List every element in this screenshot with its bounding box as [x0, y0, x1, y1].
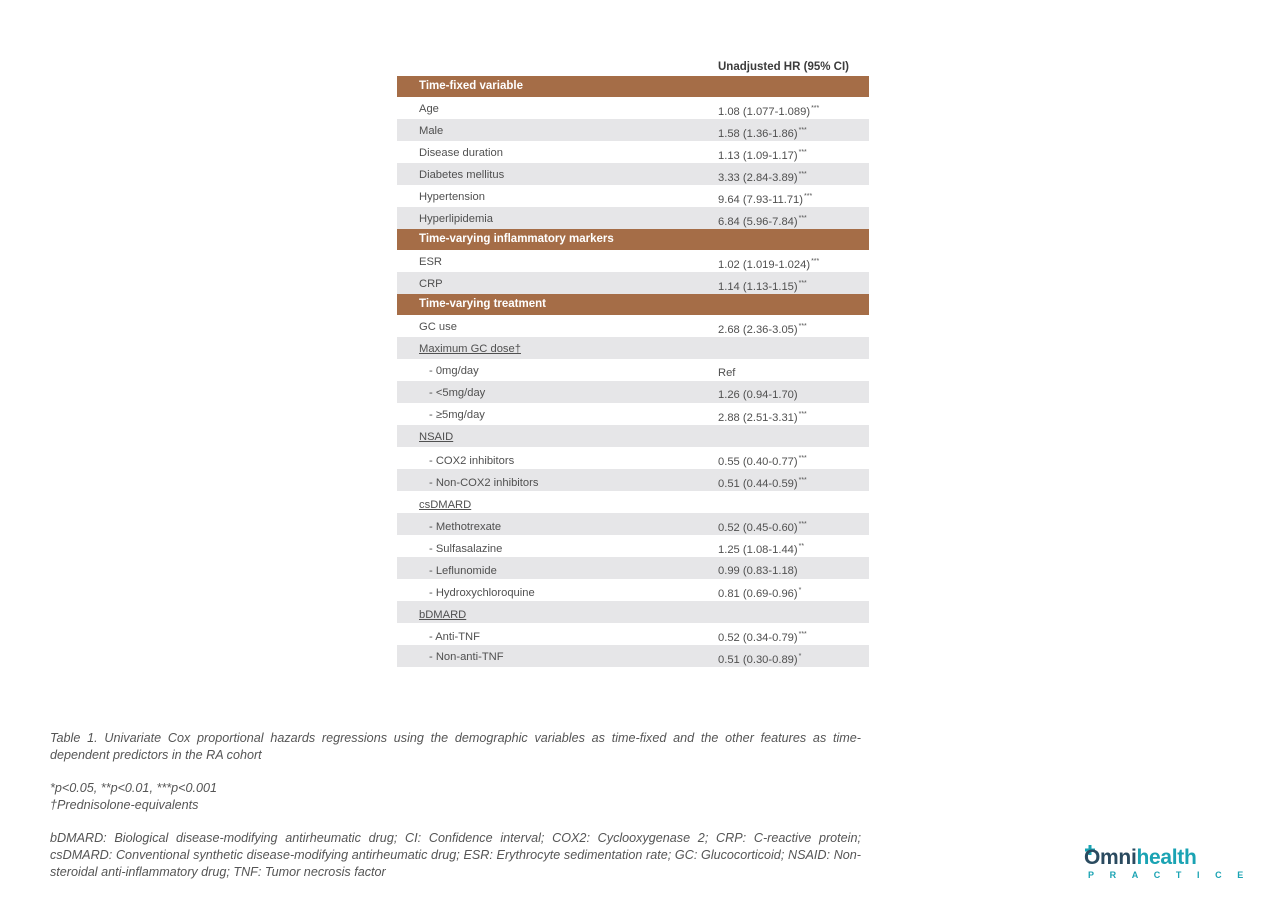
row-label: Male: [419, 125, 444, 137]
table-row: [397, 579, 869, 601]
table-row: [397, 315, 869, 337]
section-inflammatory-markers: [397, 229, 869, 250]
table-row: [397, 425, 869, 447]
row-value: 0.55 (0.40-0.77)***: [718, 455, 807, 468]
dagger-note: †Prednisolone-equivalents: [50, 798, 199, 812]
row-value: 3.33 (2.84-3.89)***: [718, 171, 807, 184]
table-row: [397, 272, 869, 294]
row-value: 2.88 (2.51-3.31)***: [718, 411, 807, 424]
row-value: 0.81 (0.69-0.96)*: [718, 587, 802, 600]
logo-wordmark: Omnihealth: [1084, 846, 1197, 869]
table-row: [397, 337, 869, 359]
row-value: 0.52 (0.34-0.79)***: [718, 631, 807, 644]
section-label: Time-fixed variable: [419, 80, 523, 92]
logo-tagline: PRACTICE: [1088, 870, 1259, 880]
row-label: - Leflunomide: [429, 565, 497, 577]
table-row: [397, 97, 869, 119]
row-value: 6.84 (5.96-7.84)***: [718, 215, 807, 228]
row-value: Ref: [718, 367, 736, 379]
abbreviations: [50, 830, 861, 881]
footnotes: [50, 780, 861, 814]
table-row: [397, 447, 869, 469]
row-value: 1.14 (1.13-1.15)***: [718, 280, 807, 293]
row-label: ESR: [419, 256, 443, 268]
row-label: - Anti-TNF: [429, 631, 480, 643]
table-row: [397, 491, 869, 513]
table-row: [397, 119, 869, 141]
table-caption: [50, 730, 861, 764]
section-label: Time-varying treatment: [419, 298, 546, 310]
row-value: 0.99 (0.83-1.18): [718, 565, 798, 577]
row-label: - <5mg/day: [429, 387, 486, 399]
table-row: [397, 207, 869, 229]
row-value: 1.08 (1.077-1.089)***: [718, 105, 820, 118]
row-label: CRP: [419, 278, 443, 290]
row-group-label: Maximum GC dose†: [419, 343, 521, 355]
hazard-ratio-table: [397, 56, 869, 667]
section-label: Time-varying inflammatory markers: [419, 233, 614, 245]
column-header: [397, 56, 869, 76]
table-row: [397, 250, 869, 272]
row-group-label: NSAID: [419, 431, 454, 443]
row-value: 0.52 (0.45-0.60)***: [718, 521, 807, 534]
table-row: [397, 359, 869, 381]
row-value: 1.26 (0.94-1.70): [718, 389, 798, 401]
table-row: [397, 141, 869, 163]
section-treatment: [397, 294, 869, 315]
row-value: 9.64 (7.93-11.71)***: [718, 193, 813, 206]
row-label: Age: [419, 103, 439, 115]
section-time-fixed: [397, 76, 869, 97]
row-label: - Methotrexate: [429, 521, 502, 533]
significance-note: *p<0.05, **p<0.01, ***p<0.001: [50, 781, 218, 795]
row-group-label: bDMARD: [419, 609, 467, 621]
table-row: [397, 185, 869, 207]
row-label: - 0mg/day: [429, 365, 479, 377]
table-row: [397, 601, 869, 623]
omnihealth-logo: [1084, 846, 1259, 882]
row-label: - Non-anti-TNF: [429, 651, 504, 663]
row-label: GC use: [419, 321, 457, 333]
column-header-label: Unadjusted HR (95% CI): [718, 61, 849, 73]
row-label: - COX2 inhibitors: [429, 455, 515, 467]
row-label: - ≥5mg/day: [429, 409, 485, 421]
row-label: Diabetes mellitus: [419, 169, 505, 181]
caption-title: Table 1. Univariate Cox proportional hazards regressions using the demographic variables as time-fixed and the other features as time-dependent predictors in the RA cohort: [50, 731, 861, 762]
row-value: 2.68 (2.36-3.05)***: [718, 323, 807, 336]
row-label: Hypertension: [419, 191, 485, 203]
row-label: Hyperlipidemia: [419, 213, 493, 225]
table-row: [397, 557, 869, 579]
abbreviations-text: bDMARD: Biological disease-modifying antirheumatic drug; CI: Confidence interval; COX2: Cyclooxygenase 2; CRP: C-reactive protein; csDMARD: Conventional synthetic disease-modifying antirheumatic drug; ESR: Erythrocyte sedimentation rate; GC: Glucocorticoid; NSAID: Non-steroidal anti-inflammatory drug; TNF: Tumor necrosis factor: [50, 831, 861, 879]
table-row: [397, 645, 869, 667]
row-label: - Hydroxychloroquine: [429, 587, 535, 599]
row-label: - Non-COX2 inhibitors: [429, 477, 539, 489]
row-value: 1.02 (1.019-1.024)***: [718, 258, 820, 271]
row-label: Disease duration: [419, 147, 503, 159]
row-value: 1.58 (1.36-1.86)***: [718, 127, 807, 140]
row-label: - Sulfasalazine: [429, 543, 503, 555]
row-group-label: csDMARD: [419, 499, 472, 511]
table-row: [397, 469, 869, 491]
row-value: 0.51 (0.30-0.89)*: [718, 653, 802, 666]
table-row: [397, 623, 869, 645]
row-value: 1.25 (1.08-1.44)**: [718, 543, 805, 556]
table-row: [397, 163, 869, 185]
table-row: [397, 535, 869, 557]
table-row: [397, 381, 869, 403]
row-value: 0.51 (0.44-0.59)***: [718, 477, 807, 490]
table-row: [397, 513, 869, 535]
row-value: 1.13 (1.09-1.17)***: [718, 149, 807, 162]
table-row: [397, 403, 869, 425]
